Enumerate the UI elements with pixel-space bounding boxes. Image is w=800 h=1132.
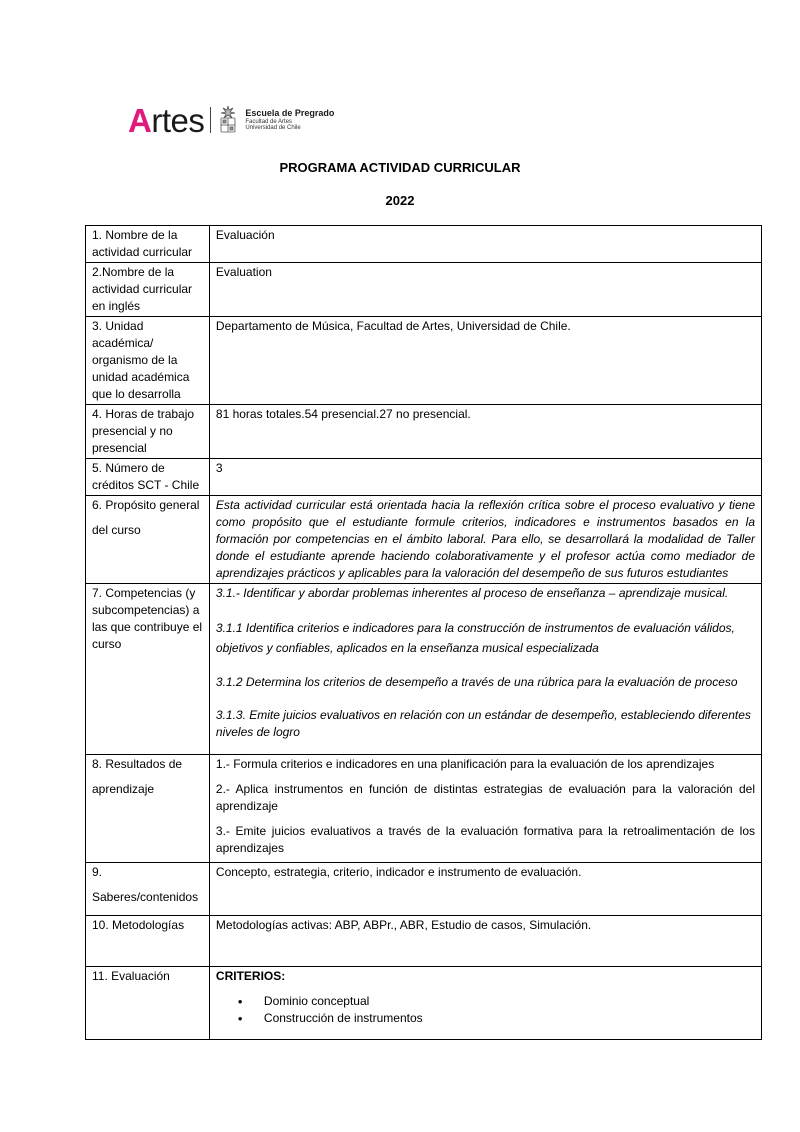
- row-value: Evaluación: [209, 226, 761, 263]
- row-label: [86, 755, 210, 863]
- artes-wordmark-rest: rtes: [151, 101, 205, 139]
- row-label: 3. Unidad académica/ organismo de la unidad académica que lo desarrolla: [86, 317, 210, 405]
- list-item: • Dominio conceptual: [260, 993, 755, 1010]
- faculty-name: Facultad de Artes: [245, 119, 293, 125]
- list-item: • Construcción de instrumentos: [260, 1010, 755, 1027]
- row-value: [209, 755, 761, 863]
- document-year: 2022: [385, 193, 415, 208]
- curriculum-table: [85, 225, 762, 1040]
- subcompetency: 3.1.1 Identifica criterios e indicadores para la construcción de instrumentos de evaluación válidos, objetivos y confiables, aplicados en la enseñanza musical especializada: [215, 621, 735, 655]
- table-row: [86, 226, 762, 263]
- row-label: [86, 863, 210, 916]
- learning-outcome: 2.- Aplica instrumentos en función de distintas estrategias de evaluación para la valoración del aprendizaje: [215, 782, 755, 813]
- row-value: [209, 967, 761, 1040]
- row-label-line: 8. Resultados de: [92, 757, 183, 771]
- university-seal-icon: [217, 105, 239, 135]
- row-label: 5. Número de créditos SCT - Chile: [86, 459, 210, 496]
- table-row: [86, 863, 762, 916]
- table-row: [86, 496, 762, 584]
- subcompetency: 3.1.2 Determina los criterios de desempeño a través de una rúbrica para la evaluación de proceso: [215, 675, 738, 689]
- row-label-line: del curso: [92, 523, 141, 537]
- row-value: Evaluation: [209, 263, 761, 317]
- subcompetency: 3.1.3. Emite juicios evaluativos en relación con un estándar de desempeño, estableciendo diferentes niveles de logro: [215, 708, 751, 739]
- row-value: 81 horas totales.54 presencial.27 no presencial.: [209, 405, 761, 459]
- row-label: 7. Competencias (y subcompetencias) a las que contribuye el curso: [86, 584, 210, 755]
- faculty-logo: [128, 100, 334, 140]
- table-row: [86, 263, 762, 317]
- row-value: Metodologías activas: ABP, ABPr., ABR, Estudio de casos, Simulación.: [209, 916, 761, 967]
- learning-outcome: 1.- Formula criterios e indicadores en una planificación para la evaluación de los aprendizajes: [215, 757, 715, 771]
- row-label: [86, 496, 210, 584]
- row-value: [209, 584, 761, 755]
- document-title: PROGRAMA ACTIVIDAD CURRICULAR: [279, 160, 521, 175]
- table-row: [86, 584, 762, 755]
- artes-wordmark: [128, 101, 205, 139]
- row-label-line: Saberes/contenidos: [92, 890, 199, 904]
- row-label-line: aprendizaje: [92, 782, 155, 796]
- criteria-heading: CRITERIOS:: [215, 969, 286, 983]
- row-label: 2.Nombre de la actividad curricular en inglés: [86, 263, 210, 317]
- row-label: 10. Metodologías: [86, 916, 210, 967]
- table-row: [86, 317, 762, 405]
- artes-wordmark-initial: A: [128, 101, 152, 139]
- table-row: [86, 459, 762, 496]
- row-label: 4. Horas de trabajo presencial y no presencial: [86, 405, 210, 459]
- table-row: [86, 967, 762, 1040]
- row-label-line: 9.: [92, 865, 103, 879]
- row-value: Esta actividad curricular está orientada hacia la reflexión crítica sobre el proceso evaluativo y tiene como propósito que el estudiante formule criterios, indicadores e instrumentos basados en la formación por competencias en el ámbito laboral. Para ello, se desarrollará la modalidad de Taller donde el estudiante aprende haciendo colaborativamente y el profesor actúa como mediador de aprendizajes prácticos y aplicables para la valoración del desempeño de sus futuros estudiantes: [209, 496, 761, 584]
- logo-text: [245, 109, 334, 131]
- criteria-list: [216, 993, 755, 1027]
- row-label: 1. Nombre de la actividad curricular: [86, 226, 210, 263]
- row-value: Concepto, estrategia, criterio, indicador e instrumento de evaluación.: [209, 863, 761, 916]
- school-name: Escuela de Pregrado: [245, 108, 335, 118]
- university-name: Universidad de Chile: [245, 125, 301, 131]
- competency: 3.1.- Identificar y abordar problemas inherentes al proceso de enseñanza – aprendizaje musical.: [215, 586, 729, 600]
- table-row: [86, 755, 762, 863]
- learning-outcome: 3.- Emite juicios evaluativos a través de la evaluación formativa para la retroalimentación de los aprendizajes: [215, 824, 755, 855]
- row-label-line: 6. Propósito general: [92, 498, 200, 512]
- row-label: 11. Evaluación: [86, 967, 210, 1040]
- row-value: 3: [209, 459, 761, 496]
- table-row: [86, 916, 762, 967]
- row-value: Departamento de Música, Facultad de Artes, Universidad de Chile.: [209, 317, 761, 405]
- logo-divider: [210, 107, 211, 133]
- table-row: [86, 405, 762, 459]
